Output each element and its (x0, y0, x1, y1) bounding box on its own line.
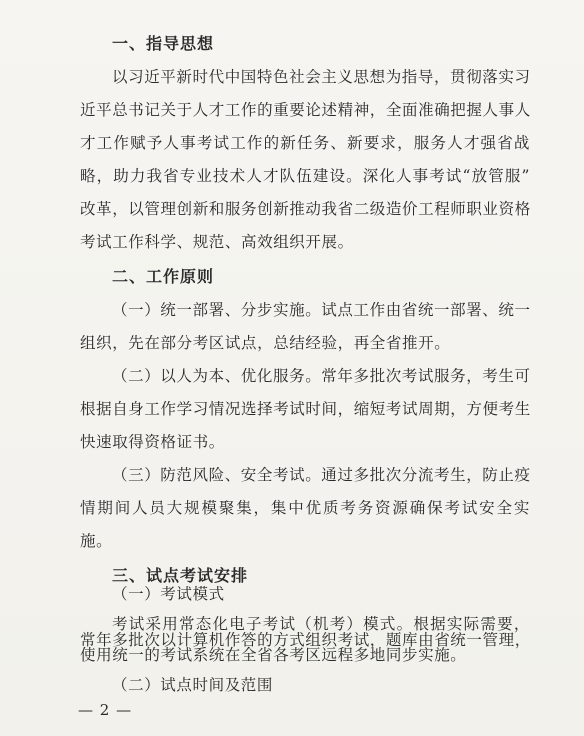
subsection-heading-exam-mode: （一）考试模式 (112, 585, 225, 603)
paragraph-line: 快速取得资格证书。 (80, 433, 225, 451)
subsection-heading-pilot-time-scope: （二）试点时间及范围 (112, 676, 274, 694)
section-heading-pilot-exam-arrangement: 三、试点考试安排 (112, 566, 249, 585)
paragraph-line: 根据自身工作学习情况选择考试时间，缩短考试周期，方便考生 (80, 400, 531, 418)
paragraph-line: （一）统一部署、分步实施。试点工作由省统一部署、统一 (112, 301, 531, 319)
paragraph-line: （三）防范风险、安全考试。通过多批次分流考生，防止疫 (112, 466, 531, 484)
paragraph-line: 才工作赋予人事考试工作的新任务、新要求，服务人才强省战 (80, 134, 530, 152)
paragraph-line: 改革，以管理创新和服务创新推动我省二级造价工程师职业资格 (80, 200, 531, 218)
paragraph-line: 组织，先在部分考区试点，总结经验，再全省推开。 (80, 334, 451, 352)
page-number: — 2 — (78, 701, 133, 719)
section-heading-work-principles: 二、工作原则 (112, 267, 215, 286)
paragraph-line: 常年多批次以计算机作答的方式组织考试，题库由省统一管理， (80, 631, 531, 649)
paragraph-line: 以习近平新时代中国特色社会主义思想为指导，贯彻落实习 (112, 68, 531, 86)
paragraph-line: 使用统一的考试系统在全省各考区远程多地同步实施。 (80, 646, 467, 664)
section-heading-guiding-ideology: 一、指导思想 (112, 34, 215, 53)
paragraph-line: （二）以人为本、优化服务。常年多批次考试服务，考生可 (112, 367, 531, 385)
paragraph-line: 略，助力我省专业技术人才队伍建设。深化人事考试“放管服” (80, 167, 530, 185)
paragraph-line: 情期间人员大规模聚集，集中优质考务资源确保考试安全实 (80, 499, 530, 517)
paragraph-line: 近平总书记关于人才工作的重要论述精神，全面准确把握人事人 (80, 101, 531, 119)
paragraph-line: 考试采用常态化电子考试（机考）模式。根据实际需要， (112, 615, 530, 633)
paragraph-line: 考试工作科学、规范、高效组织开展。 (80, 233, 354, 251)
paragraph-line: 施。 (80, 532, 113, 550)
